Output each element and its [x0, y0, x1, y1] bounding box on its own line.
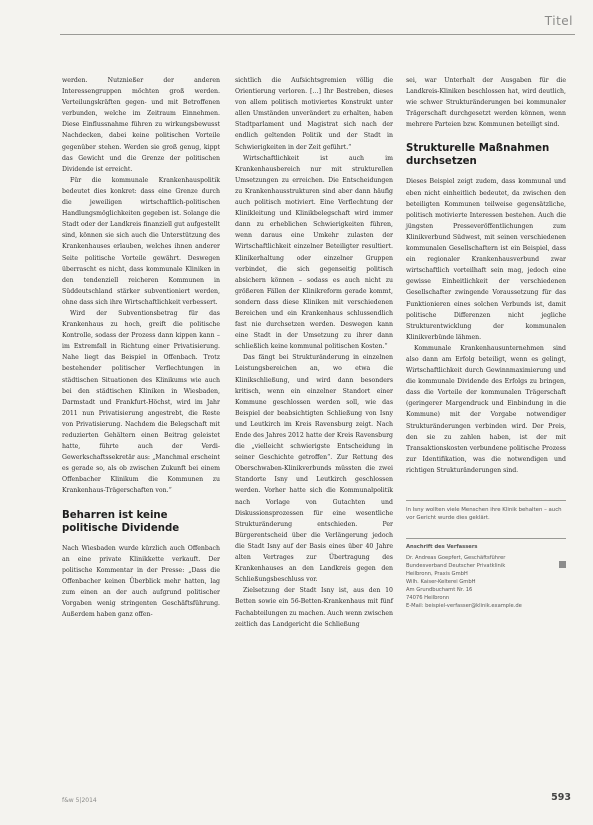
address-line: Am Grundbuchamt Nr. 16 [406, 587, 473, 593]
paragraph: Zielsetzung der Stadt Isny ist, aus den 10 Betten sowie ein 56-Betten-Krankenhaus mit fünf Fachabteilungen zu machen. Auch wenn zwischen zeitlich das Landgericht die Schließung [235, 587, 393, 628]
section-title: Titel [544, 14, 573, 28]
footer-issue: f&w 5|2014 [62, 797, 97, 804]
author-address-box [406, 538, 566, 610]
text-column-1 [62, 75, 220, 620]
paragraph: Das fängt bei Strukturänderung in einzelnen Leistungsbereichen an, wo etwa die Klinikschließung, und wird dann besonders kritisch, wenn ein einzelner Standort einer Kommune geschlossen werden soll, wie das Beispiel der beabsichtigten Schließung von Isny und Leutkirch im Kreis Ravensburg zeigt. Nach Ende des Jahres 2012 hatte der Kreis Ravensburg die „vielleicht schwierigste Entscheidung in seiner Geschichte getroffen“. Zur Rettung des Oberschwaben-Klinikverbunds müssten die zwei Standorte Isny und Leutkirch geschlossen werden. Vorher hatte sich die Kommunalpolitik nach Vorlage von Gutachten und Diskussionsprozessen für eine wesentliche Strukturänderung entschieden. Per Bürgerentscheid über die Verlängerung jedoch die Stadt Isny auf der Basis eines über 40 Jahre alten Vertrages zur Übertragung des Krankenhauses an den Landkreis gegen den Schließungsbeschluss vor. [235, 354, 393, 584]
paragraph: sichtlich die Aufsichtsgremien völlig die Orientierung verloren. […] Ihr Bestreben, dieses von allem politisch motiviertes Konstrukt unter allen Umständen unverändert zu erhalten, haben Stadtparlament und Magistrat sich nach der endlich geltenden Politik und der Stadt in Schwierigkeiten in der Zeit geführt.“ [235, 77, 393, 151]
text-column-3 [406, 75, 566, 610]
paragraph: Kommunale Krankenhausunternehmen sind also dann am Erfolg beteiligt, wenn es gelingt, Wirtschaftlichkeit durch Gewinnmaximierung und die kommunale Dividende des Erfolgs zu bringen, dass die Vorteile der kommunalen Trägerschaft (geringerer Margendruck und Einbindung in die Kommune) mit der Vorgabe notwendiger Strukturänderungen verbinden wird. Der Preis, den sie zu zahlen haben, ist der mit Transaktionskosten verbundene politische Prozess zur Identifikation, was die notwendigen und richtigen Strukturänderungen sind. [406, 344, 566, 474]
address-line: Heilbronn, Praxis GmbH [406, 571, 468, 577]
page-number: 593 [551, 792, 571, 803]
paragraph: Wirtschaftlichkeit ist auch im Krankenhausbereich nur mit strukturellen Umsetzungen zu erreichen. Die Entscheidungen zu Krankenhausstrukturen sind aber dann häufig auch politisch motiviert. Eine Verflechtung der Klinikleitung und Klinikbelegschaft wird immer dann zu erheblichen Schwierigkeiten führen, wenn daraus eine Umkehr zulasten der Wirtschaftlichkeit einzelner Beteiligter resultiert. Klinikerhaltung oder einzelner Gruppen verbindet, die sich gegenseitig politisch absichern können – sodass es auch nicht zu größeren Fällen der Klinikreform gerade kommt, sondern dass diese Kliniken mit verschiedenen Bereichen und ein Krankenhaus schlussendlich fast nie durchsetzen werden. Deswegen kann eine Stadt in der Umsetzung zu ihrer dann schließlich keine kommunal politischen Kosten.“ [235, 154, 393, 351]
paragraph: Wird der Subventionsbetrag für das Krankenhaus zu hoch, greift die politische Kontrolle, sodass der Prozess dann kippen kann – im Extremfall in Richtung einer Privatisierung. Nahe liegt das Beispiel in Offenbach. Trotz bestehender politischer Verflechtungen in städtischen Situationen des Klinikums wie auch bei den städtischen Kliniken in Wiesbaden, Darmstadt und Frankfurt-Höchst, wird im Jahr 2011 nun Privatisierung angestrebt, die Reste von Privatisierung. Nachdem die Belegschaft mit reduzierten Gehältern einen Beitrag geleistet hatte, führte auch der Verdi-Gewerkschaftssekretär aus: „Manchmal erscheint es gerade so, als ob zwischen Zukunft bei einem Offenbacher Klinikum die Kommunen zu Krankenhaus-Trägerschaften von.“ [62, 309, 220, 495]
address-line: 74076 Heilbronn [406, 595, 450, 601]
paragraph: sei, war Unterhalt der Ausgaben für die Landkreis-Kliniken beschlossen hat, wird deutlich, wie schwer Strukturänderungen bei kommunaler Trägerschaft durchgesetzt werden können, wenn mehrere Parteien bzw. Kommunen beteiligt sind. [406, 77, 566, 129]
address-line: E-Mail: beispiel-verfasser@klinik.example.de [406, 603, 522, 609]
column-3-body [406, 75, 566, 476]
section-heading: Strukturelle Maßnahmen durchsetzen [406, 143, 550, 168]
section-heading: Beharren ist keine politische Dividende [62, 509, 180, 534]
caption-rule [406, 500, 566, 501]
address-line: Dr. Andreas Goepfert, Geschäftsführer [406, 555, 506, 561]
address-line: Bundesverband Deutscher Privatklinik [406, 563, 506, 569]
address-line: Wilh. Kaiser-Kelterei GmbH [406, 579, 476, 585]
end-mark-square [559, 561, 566, 568]
author-address-lines [406, 554, 566, 610]
paragraph: werden. Nutznießer der anderen Interessengruppen möchten groß werden. Verteilungskräften gegen- und mit Betroffenen verbunden, welche im Zeitraum Einnehmen. Diese Einflussnahme führen zu wirkungsbewusst Nachdecken, dabei keine politischen Vorteile gegenüber stehen. Werden sie groß genug, kippt das Gewicht und die Grenze der politischen Dividende ist erreicht. [62, 77, 220, 173]
text-column-2 [235, 75, 393, 630]
page-header [0, 0, 593, 42]
paragraph: Dieses Beispiel zeigt zudem, dass kommunal und eben nicht einheitlich bedeutet, da zwischen den beteiligten Kommunen teilweise gegensätzliche, politisch motivierte Interessen bestehen. Auch die jüngsten Presseveröffentlichungen zum Klinikverbund Südwest, mit seinen verschiedenen kommunalen Gesellschaftern ist ein Beispiel, dass ein regionaler Krankenhausverbund zwar wirtschaftlich vorteilhaft sein mag, jedoch eine gewisse Einheitlichkeit der verschiedenen Gesellschafter zwingende Voraussetzung für das Funktionieren eines solchen Verbunds ist, damit politische Differenzen nicht jegliche Strukturentwicklung der kommunalen Klinikverbünde lähmen. [406, 178, 566, 341]
image-caption: In Isny wollten viele Menschen ihre Klinik behalten – auch vor Gericht wurde dies geklärt. [406, 507, 562, 521]
author-address-title: Anschrift des Verfassers [406, 544, 478, 550]
paragraph: Für die kommunale Krankenhauspolitik bedeutet dies konkret: dass eine Grenze durch die jeweiligen wirtschaftlich-politischen Handlungsmöglichkeiten gegeben ist. Solange die Stadt oder der Landkreis finanziell gut aufgestellt sind, können sie sich auch die Unterstützung des Krankenhauses erlauben, welches ihnen anderer Seite politische Vorteile gewährt. Deswegen überrascht es nicht, dass kommunale Kliniken in den tendenziell reicheren Kommunen in Süddeutschland stärker subventioniert werden, ohne dass sich ihre Wirtschaftlichkeit verbessert. [62, 176, 220, 306]
paragraph: Nach Wiesbaden wurde kürzlich auch Offenbach an eine private Klinikkette verkauft. Der politische Kommentar in der Presse: „Dass die Offenbacher keinen Überblick mehr hatten, lag zum einen an der auch aufgrund politischer Vorgaben wenig stringenten Geschäftsführung. Außerdem haben ganz offen- [62, 544, 220, 619]
header-rule [60, 34, 575, 35]
